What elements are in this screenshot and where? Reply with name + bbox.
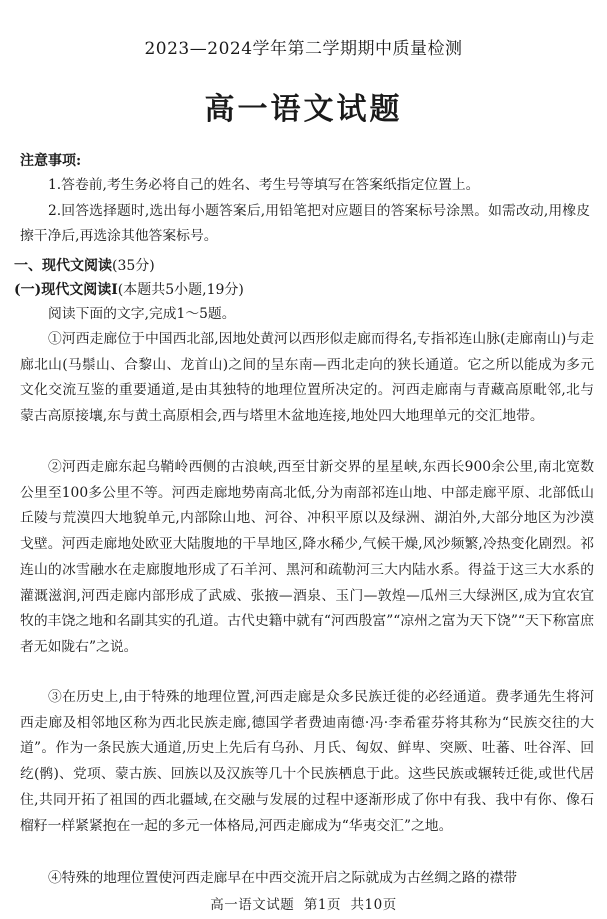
page-footer xyxy=(0,893,607,913)
exam-title: 高一语文试题 xyxy=(204,92,403,127)
section-score: (35分) xyxy=(112,258,155,274)
section-title: 一、现代文阅读 xyxy=(14,258,112,274)
passage-paragraph-4: ④特殊的地理位置使河西走廊早在中西交流开启之际就成为古丝绸之路的襟带 xyxy=(48,870,518,886)
subsection-note: (本题共5小题,19分) xyxy=(117,282,244,298)
subsection-heading xyxy=(14,279,244,299)
footer-total: 共10页 xyxy=(350,897,397,913)
passage-paragraph-2: ②河西走廊东起乌鞘岭西侧的古浪峡,西至甘新交界的星星峡,东西长900余公里,南北宽数公里至100多公里不等。河西走廊地势南高北低,分为南部祁连山地、中部走廊平原、北部低山丘陵与荒漠四大地貌单元,内部除山地、河谷、冲积平原以及绿洲、湖泊外,大部分地区为沙漠戈壁。河西走廊地处欧亚大陆腹地的干旱地区,降水稀少,气候干燥,风沙频繁,冷热变化剧烈。祁连山的冰雪融水在走廊腹地形成了石羊河、黑河和疏勒河三大内陆水系。得益于这三大水系的灌溉滋润,河西走廊内部形成了武威、张掖—酒泉、玉门—敦煌—瓜州三大绿洲区,成为宜农宜牧的丰饶之地和名副其实的孔道。古代史籍中就有“河西殷富”“凉州之富为天下饶”“天下称富庶者无如陇右”之说。 xyxy=(20,459,594,655)
reading-instruction: 阅读下面的文字,完成1～5题。 xyxy=(48,306,236,322)
notice-item-1: 1.答卷前,考生务必将自己的姓名、考生号等填写在答案纸指定位置上。 xyxy=(48,177,480,193)
subsection-title: (一)现代文阅读Ⅰ xyxy=(14,282,118,298)
exam-name: 2023—2024学年第二学期期中质量检测 xyxy=(144,39,463,59)
notice-heading: 注意事项: xyxy=(20,153,82,169)
notice-item-2: 2.回答选择题时,选出每小题答案后,用铅笔把对应题目的答案标号涂黑。如需改动,用橡皮擦干净后,再选涂其他答案标号。 xyxy=(20,203,590,244)
passage-paragraph-3: ③在历史上,由于特殊的地理位置,河西走廊是众多民族迁徙的必经通道。费孝通先生将河西走廊及相邻地区称为西北民族走廊,德国学者费迪南德·冯·李希霍芬将其称为“民族交往的大道”。作为一条民族大通道,历史上先后有乌孙、月氏、匈奴、鲜卑、突厥、吐蕃、吐谷浑、回纥(鹘)、党项、蒙古族、回族以及汉族等几十个民族栖息于此。这些民族或辗转迁徙,或世代居住,共同开拓了祖国的西北疆域,在交融与发展的过程中逐渐形成了你中有我、我中有你、像石榴籽一样紧紧抱在一起的多元一体格局,河西走廊成为“华夷交汇”之地。 xyxy=(20,689,594,834)
footer-subject: 高一语文试题 xyxy=(210,897,295,913)
section-heading xyxy=(14,255,155,275)
footer-page: 第1页 xyxy=(303,897,341,913)
passage-paragraph-1: ①河西走廊位于中国西北部,因地处黄河以西形似走廊而得名,专指祁连山脉(走廊南山)与走廊北山(马鬃山、合黎山、龙首山)之间的呈东南—西北走向的狭长通道。它之所以能成为多元文化交流互鉴的重要通道,是由其独特的地理位置所决定的。河西走廊南与青藏高原毗邻,北与蒙古高原接壤,东与黄土高原相会,西与塔里木盆地连接,地处四大地理单元的交汇地带。 xyxy=(20,331,594,425)
